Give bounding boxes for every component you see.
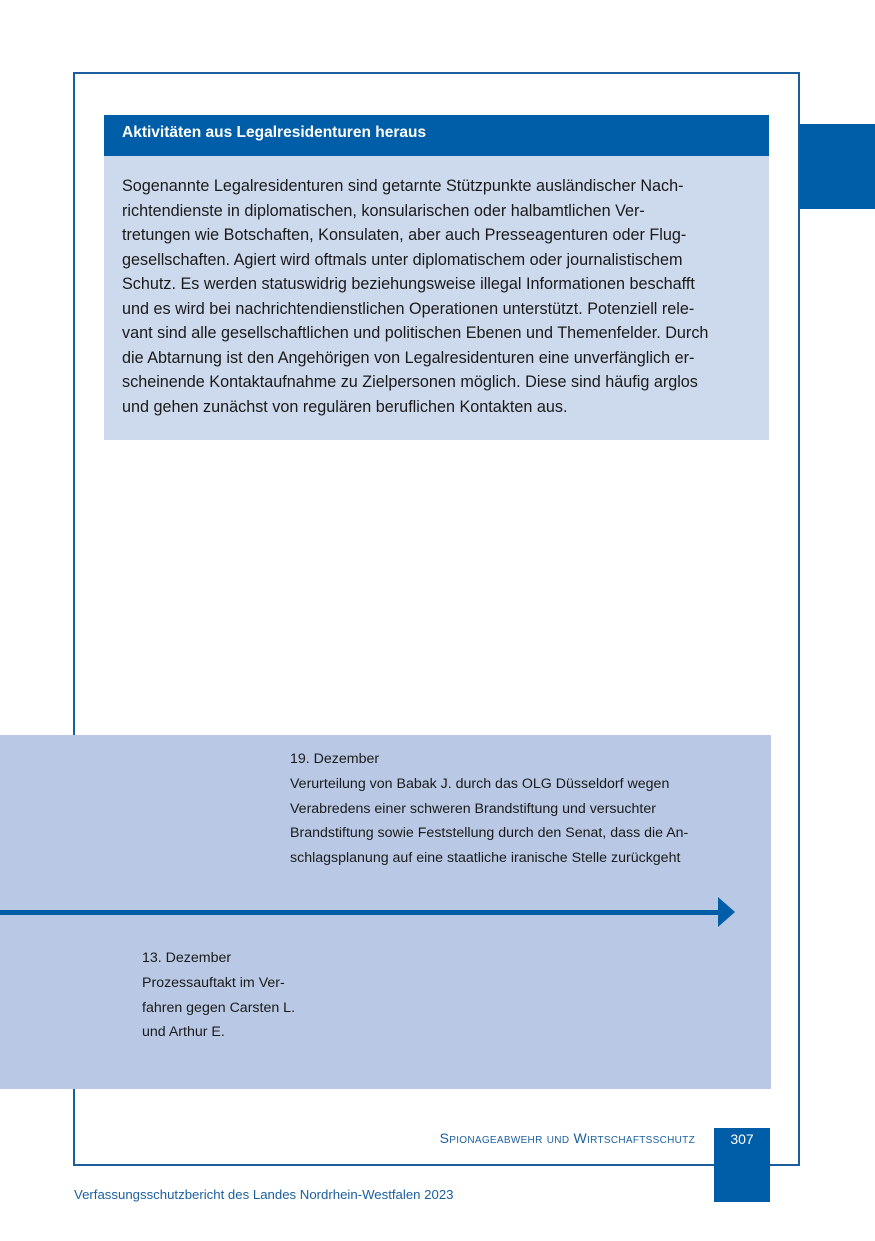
event-text-line: Verabredens einer schweren Brandstiftung und versuchter	[290, 800, 656, 817]
page-number: 307	[714, 1128, 770, 1202]
timeline-event-13-december	[142, 946, 295, 1045]
infobox-line: Schutz. Es werden statuswidrig beziehungsweise illegal Informationen beschafft	[122, 275, 695, 293]
event-text-line: Verurteilung von Babak J. durch das OLG Düsseldorf wegen	[290, 775, 670, 792]
event-text-line: und Arthur E.	[142, 1024, 225, 1041]
infobox-body	[104, 156, 769, 440]
event-text-line: Brandstiftung sowie Feststellung durch den Senat, dass die An-	[290, 825, 689, 842]
infobox-line: und es wird bei nachrichtendienstlichen Operationen unterstützt. Potenziell rele-	[122, 299, 695, 318]
infobox-line: Sogenannte Legalresidenturen sind getarnte Stützpunkte ausländischer Nach-	[122, 177, 684, 195]
infobox-line: die Abtarnung ist den Angehörigen von Legalresidenturen eine unverfänglich er-	[122, 348, 695, 367]
infobox-line: tretungen wie Botschaften, Konsulaten, aber auch Presseagenturen oder Flug-	[122, 226, 687, 244]
chapter-side-tab	[799, 124, 875, 209]
infobox-line: scheinende Kontaktaufnahme zu Zielpersonen möglich. Diese sind häufig arglos	[122, 373, 698, 391]
event-date: 19. Dezember	[290, 751, 380, 767]
section-title: Spionageabwehr und Wirtschaftsschutz	[439, 1130, 695, 1146]
infobox-line: und gehen zunächst von regulären beruflichen Kontakten aus.	[122, 397, 568, 416]
infobox-title: Aktivitäten aus Legalresidenturen heraus	[104, 115, 769, 156]
infobox-line: gesellschaften. Agiert wird oftmals unter diplomatischem oder journalistischem	[122, 250, 683, 269]
infobox-line: richtendienste in diplomatischen, konsularischen oder halbamtlichen Ver-	[122, 201, 645, 220]
timeline-event-19-december	[290, 747, 688, 871]
publication-footer: Verfassungsschutzbericht des Landes Nordrhein-Westfalen 2023	[74, 1187, 454, 1202]
timeline-arrow-icon	[718, 897, 735, 927]
event-text-line: schlagsplanung auf eine staatliche iranische Stelle zurückgeht	[290, 850, 681, 867]
event-text-line: fahren gegen Carsten L.	[142, 999, 296, 1016]
event-text-line: Prozessauftakt im Ver-	[142, 974, 285, 991]
timeline-axis-line	[0, 910, 720, 915]
timeline-panel	[0, 735, 771, 1089]
event-date: 13. Dezember	[142, 950, 232, 966]
infobox-line: vant sind alle gesellschaftlichen und politischen Ebenen und Themenfelder. Durch	[122, 324, 709, 342]
